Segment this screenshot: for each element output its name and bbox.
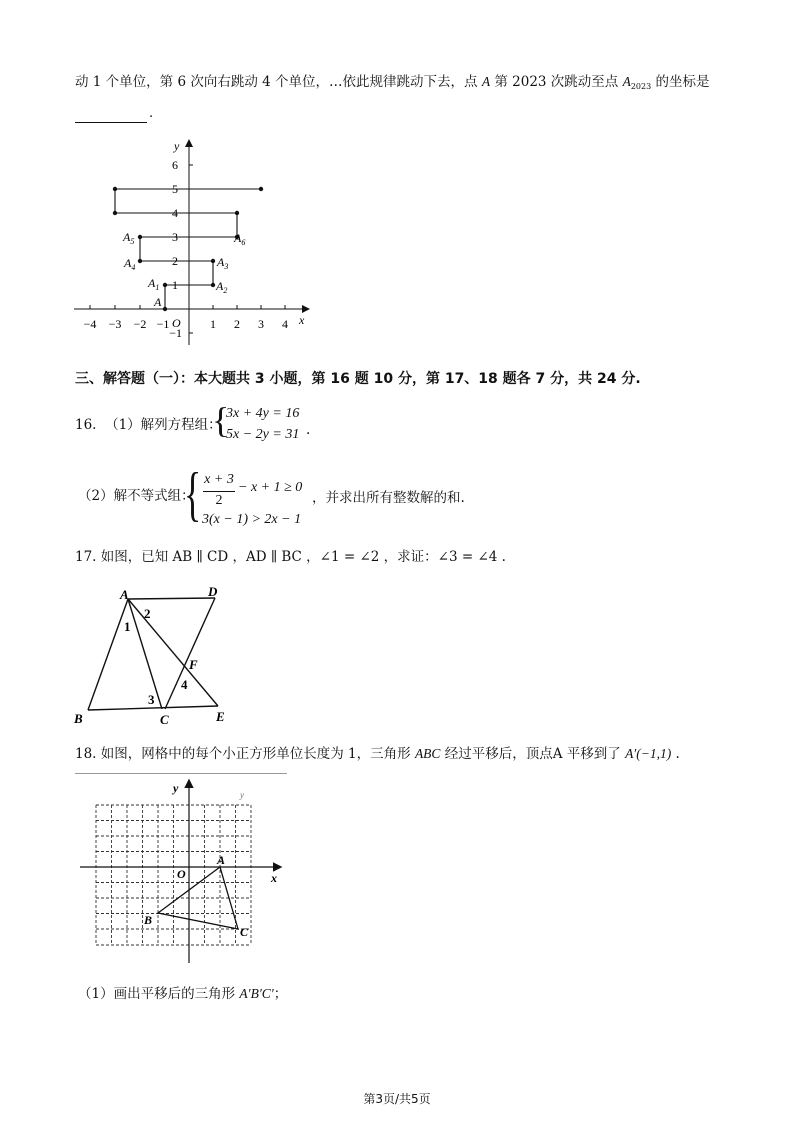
point-label-A2: $A_2$ bbox=[216, 279, 228, 295]
svg-text:4: 4 bbox=[172, 206, 178, 220]
q16-part1-end: . bbox=[306, 422, 311, 438]
svg-text:1: 1 bbox=[172, 278, 178, 292]
point-label-A3: $A_3$ bbox=[217, 255, 229, 271]
page-footer: 第3页/共5页 bbox=[363, 1092, 431, 1106]
svg-text:3: 3 bbox=[258, 317, 264, 331]
q16-part1-label: 16. （1）解列方程组： bbox=[75, 417, 222, 433]
svg-text:4: 4 bbox=[282, 317, 288, 331]
q16-frac-den: 2 bbox=[215, 493, 223, 508]
grid-label-B: B bbox=[144, 913, 153, 927]
label-F: F bbox=[189, 657, 198, 672]
svg-text:6: 6 bbox=[172, 158, 178, 172]
svg-text:1: 1 bbox=[210, 317, 216, 331]
q18-grid-figure bbox=[75, 778, 290, 968]
q16-part2-end: ，并求出所有整数解的和. bbox=[312, 490, 465, 506]
q16-eq1: 3x + 4y = 16 bbox=[226, 406, 300, 421]
svg-text:−1: −1 bbox=[156, 317, 170, 331]
answer-blank[interactable] bbox=[75, 104, 147, 123]
point-label-A1: $A_1$ bbox=[148, 276, 160, 292]
label-2: 2 bbox=[144, 606, 151, 621]
q16-ineq1-rest: − x + 1 ≥ 0 bbox=[238, 480, 303, 495]
q16-part2-label: （2）解不等式组： bbox=[78, 488, 195, 504]
label-4: 4 bbox=[181, 677, 188, 692]
answer-blank-period: . bbox=[149, 106, 154, 121]
q16-ineq2: 3(x − 1) > 2x − 1 bbox=[202, 512, 302, 527]
svg-text:−2: −2 bbox=[133, 317, 147, 331]
svg-text:5: 5 bbox=[172, 182, 178, 196]
q17-figure bbox=[70, 583, 240, 728]
origin-label: O bbox=[172, 316, 181, 330]
jump-path bbox=[115, 189, 261, 309]
jump-path-graph bbox=[70, 138, 315, 350]
grid-label-C: C bbox=[240, 925, 249, 939]
point-label-A4: $A_4$ bbox=[124, 256, 136, 272]
label-A: A bbox=[120, 587, 129, 602]
label-3: 3 bbox=[148, 692, 155, 707]
svg-text:−1: −1 bbox=[169, 326, 182, 340]
svg-text:2: 2 bbox=[172, 254, 178, 268]
svg-text:−4: −4 bbox=[83, 317, 97, 331]
svg-text:2: 2 bbox=[234, 317, 240, 331]
label-B: B bbox=[74, 711, 83, 726]
grid-origin-label: O bbox=[177, 867, 186, 881]
label-E: E bbox=[216, 709, 225, 724]
label-D: D bbox=[208, 584, 218, 599]
section-3-title: 三、解答题（一）：本大题共 3 小题，第 16 题 10 分，第 17、18 题各 7 分，共 24 分. bbox=[75, 371, 641, 387]
q16-eq2: 5x − 2y = 31 bbox=[226, 427, 300, 442]
question-15-continuation: 动 1 个单位，第 6 次向右跳动 4 个单位，…依此规律跳动下去，点 A 第 2023 次跳动至点 $A_{2023}$ 的坐标是 bbox=[75, 74, 710, 91]
grid-faint-y: y bbox=[240, 790, 244, 800]
q17-text: 17. 如图，已知 AB ∥ CD ，AD ∥ BC ，∠1 = ∠2 ，求证：∠3 = ∠4 . bbox=[75, 549, 506, 565]
svg-text:3: 3 bbox=[172, 230, 178, 244]
grid-x-label: x bbox=[271, 871, 277, 885]
q16-system-brace: { bbox=[212, 400, 230, 440]
scan-rule bbox=[75, 773, 287, 774]
label-1: 1 bbox=[124, 619, 131, 634]
point-label-A6: $A_6$ bbox=[234, 231, 246, 247]
label-C: C bbox=[160, 712, 169, 727]
q18-part1: （1）画出平移后的三角形 A′B′C′； bbox=[78, 986, 288, 1002]
q16-frac-num: x + 3 bbox=[204, 472, 234, 487]
point-label-A: A bbox=[154, 295, 162, 309]
x-axis-label: x bbox=[299, 313, 305, 327]
q18-text: 18. 如图，网格中的每个小正方形单位长度为 1，三角形 ABC 经过平移后，顶点A 平移到了 A′(−1,1) . bbox=[75, 746, 680, 762]
y-axis-label: y bbox=[174, 139, 180, 153]
point-label-A5: $A_5$ bbox=[123, 230, 135, 246]
q16-inequality-brace: { bbox=[184, 461, 202, 527]
svg-text:−3: −3 bbox=[108, 317, 122, 331]
grid-y-label: y bbox=[173, 781, 179, 795]
grid-label-A: A bbox=[217, 853, 226, 867]
